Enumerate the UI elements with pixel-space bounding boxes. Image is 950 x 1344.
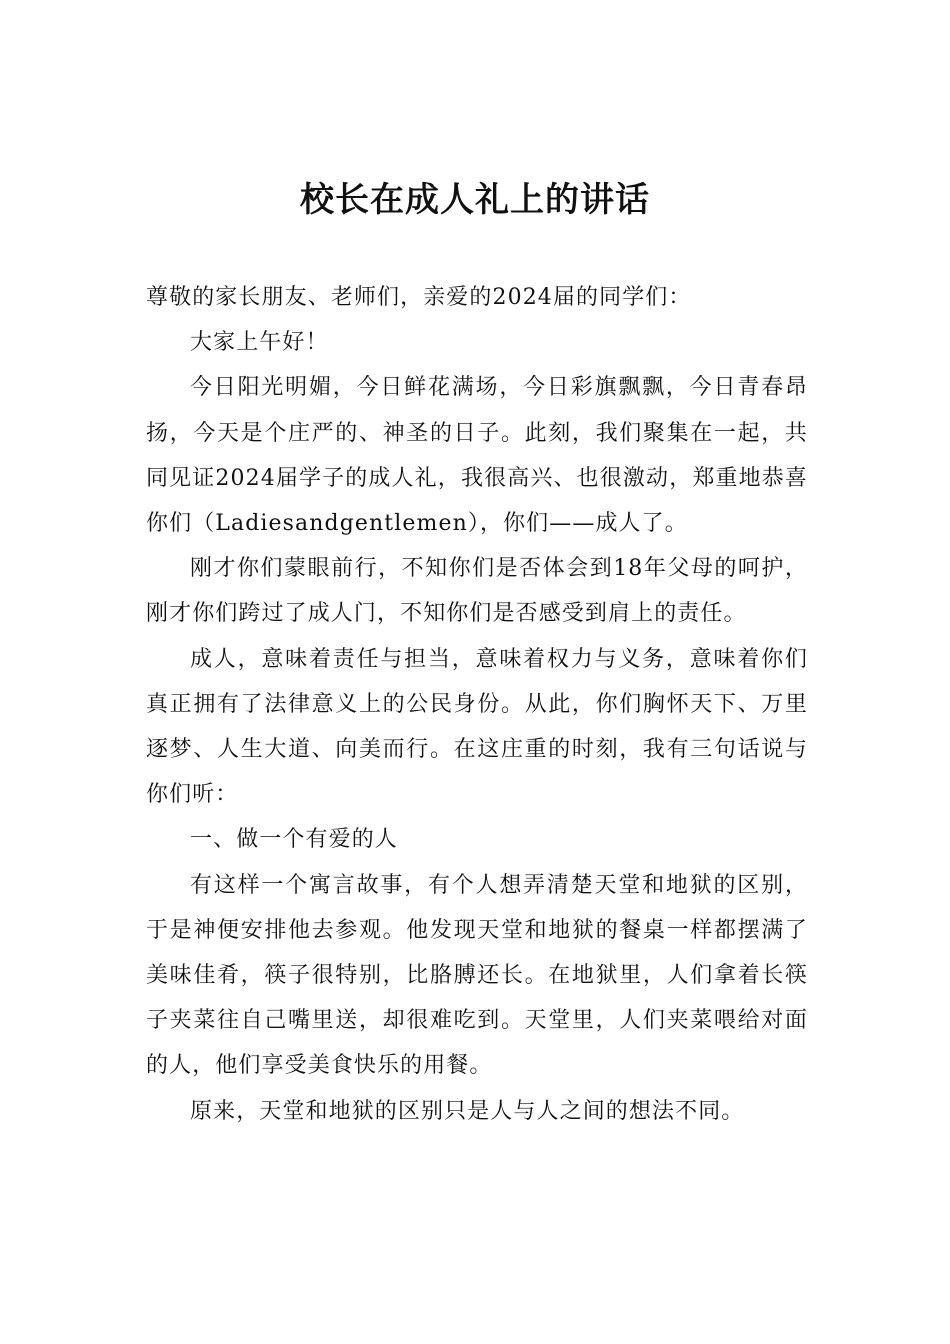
paragraph-ceremony: 刚才你们蒙眼前行，不知你们是否体会到18年父母的呵护，刚才你们跨过了成人门，不知你们是否感受到肩上的责任。 bbox=[146, 556, 808, 627]
document-title: 校长在成人礼上的讲话 bbox=[300, 180, 650, 220]
paragraph-meaning: 成人，意味着责任与担当，意味着权力与义务，意味着你们真正拥有了法律意义上的公民身份。从此，你们胸怀天下、万里逐梦、人生大道、向美而行。在这庄重的时刻，我有三句话说与你们听： bbox=[146, 646, 808, 808]
paragraph-opening: 今日阳光明媚，今日鲜花满场，今日彩旗飘飘，今日青春昂扬，今天是个庄严的、神圣的日子。此刻，我们聚集在一起，共同见证2024届学子的成人礼，我很高兴、也很激动，郑重地恭喜你们（Ladiesandgentlemen），你们——成人了。 bbox=[146, 375, 808, 537]
document-body bbox=[146, 275, 808, 1134]
section-heading-1: 一、做一个有爱的人 bbox=[190, 827, 398, 853]
paragraph-greeting: 大家上午好！ bbox=[190, 330, 329, 356]
paragraph-conclusion: 原来，天堂和地狱的区别只是人与人之间的想法不同。 bbox=[190, 1098, 745, 1124]
salutation: 尊敬的家长朋友、老师们，亲爱的2024届的同学们： bbox=[146, 285, 692, 310]
paragraph-fable: 有这样一个寓言故事，有个人想弄清楚天堂和地狱的区别，于是神便安排他去参观。他发现天堂和地狱的餐桌一样都摆满了美味佳肴，筷子很特别，比胳膊还长。在地狱里，人们拿着长筷子夹菜往自己嘴里送，却很难吃到。天堂里，人们夹菜喂给对面的人，他们享受美食快乐的用餐。 bbox=[146, 872, 808, 1079]
